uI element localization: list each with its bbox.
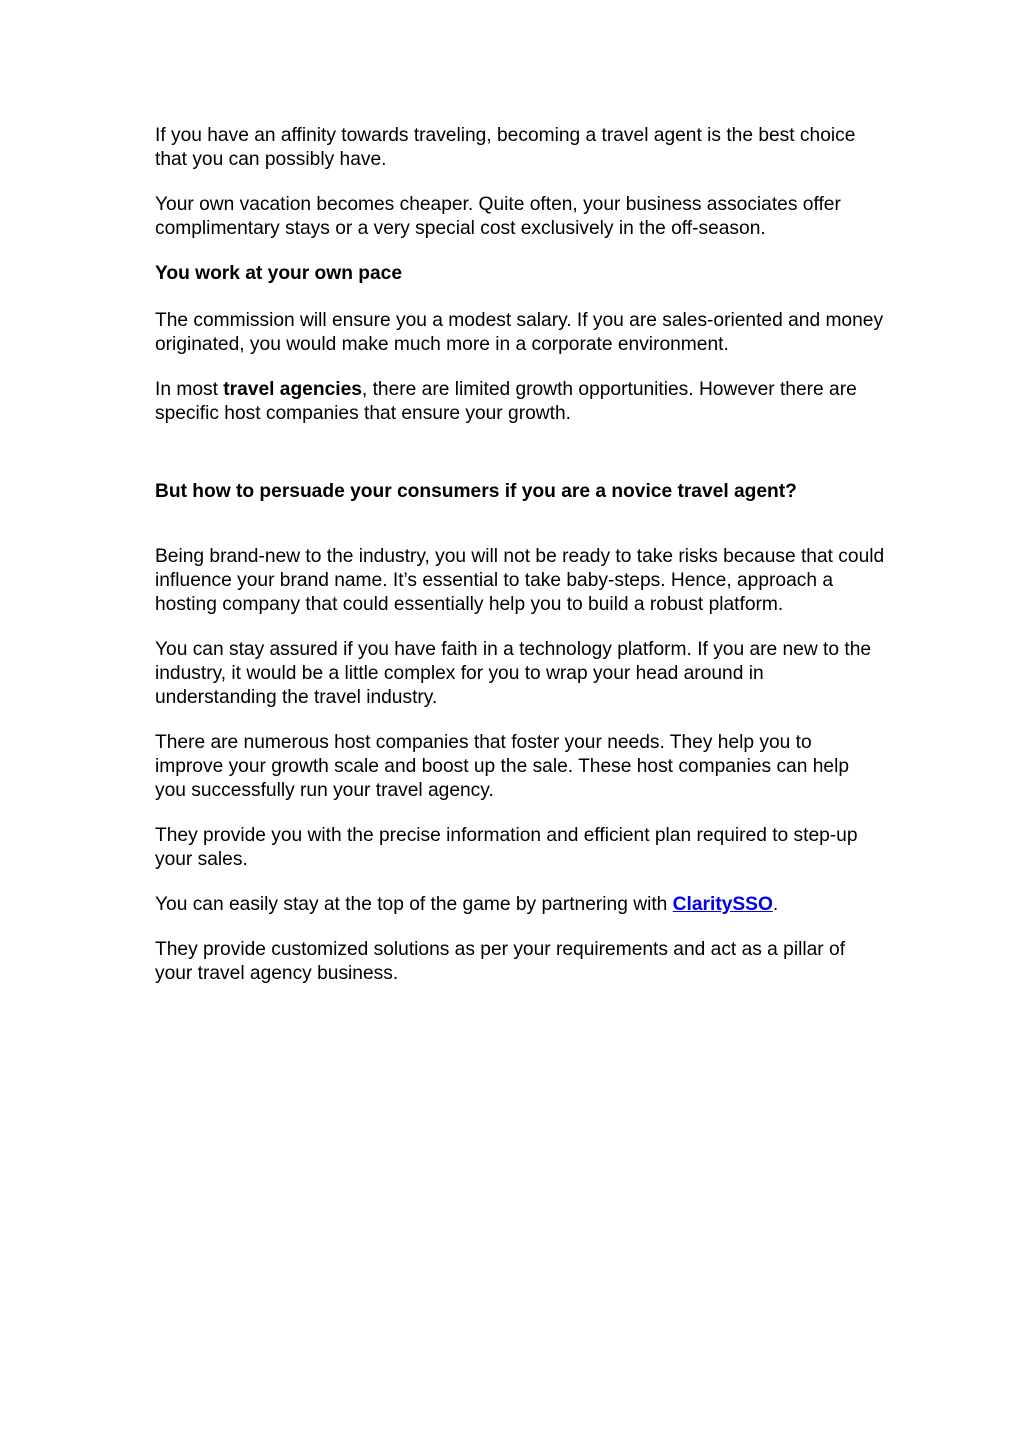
vacation-paragraph: Your own vacation becomes cheaper. Quite often, your business associates offer complimentary stays or a very special cost exclusively in the off-season. — [155, 194, 841, 239]
partner-text-pre: You can easily stay at the top of the game by partnering with — [155, 894, 673, 915]
commission-paragraph: The commission will ensure you a modest salary. If you are sales-oriented and money originated, you would make much more in a corporate environment. — [155, 310, 884, 355]
agencies-text-post: , there are limited growth opportunities. However there are specific host companies that ensure your growth. — [155, 379, 857, 424]
precise-info-paragraph: They provide you with the precise information and efficient plan required to step-up your sales. — [155, 825, 858, 870]
document-body — [155, 124, 885, 986]
agencies-text-pre: In most — [155, 379, 224, 400]
heading-own-pace: You work at your own pace — [155, 263, 402, 284]
claritysso-link[interactable]: ClaritySSO — [672, 894, 773, 915]
brand-new-paragraph: Being brand-new to the industry, you will not be ready to take risks because that could influence your brand name. It’s essential to take baby-steps. Hence, approach a hosting company that could essentially help you to build a robust platform. — [155, 546, 885, 615]
partner-text-post: . — [772, 894, 779, 915]
host-companies-paragraph: There are numerous host companies that foster your needs. They help you to improve your growth scale and boost up the sale. These host companies can help you successfully run your travel agency. — [155, 732, 850, 801]
travel-agencies-bold: travel agencies — [223, 379, 362, 400]
agencies-paragraph — [155, 378, 885, 426]
technology-paragraph: You can stay assured if you have faith in a technology platform. If you are new to the industry, it would be a little complex for you to wrap your head around in understanding the travel industry. — [155, 639, 872, 708]
partner-paragraph — [155, 893, 885, 917]
customized-paragraph: They provide customized solutions as per your requirements and act as a pillar of your travel agency business. — [155, 939, 846, 984]
heading-persuade: But how to persuade your consumers if you are a novice travel agent? — [155, 481, 797, 502]
intro-paragraph: If you have an affinity towards traveling, becoming a travel agent is the best choice that you can possibly have. — [155, 125, 856, 170]
